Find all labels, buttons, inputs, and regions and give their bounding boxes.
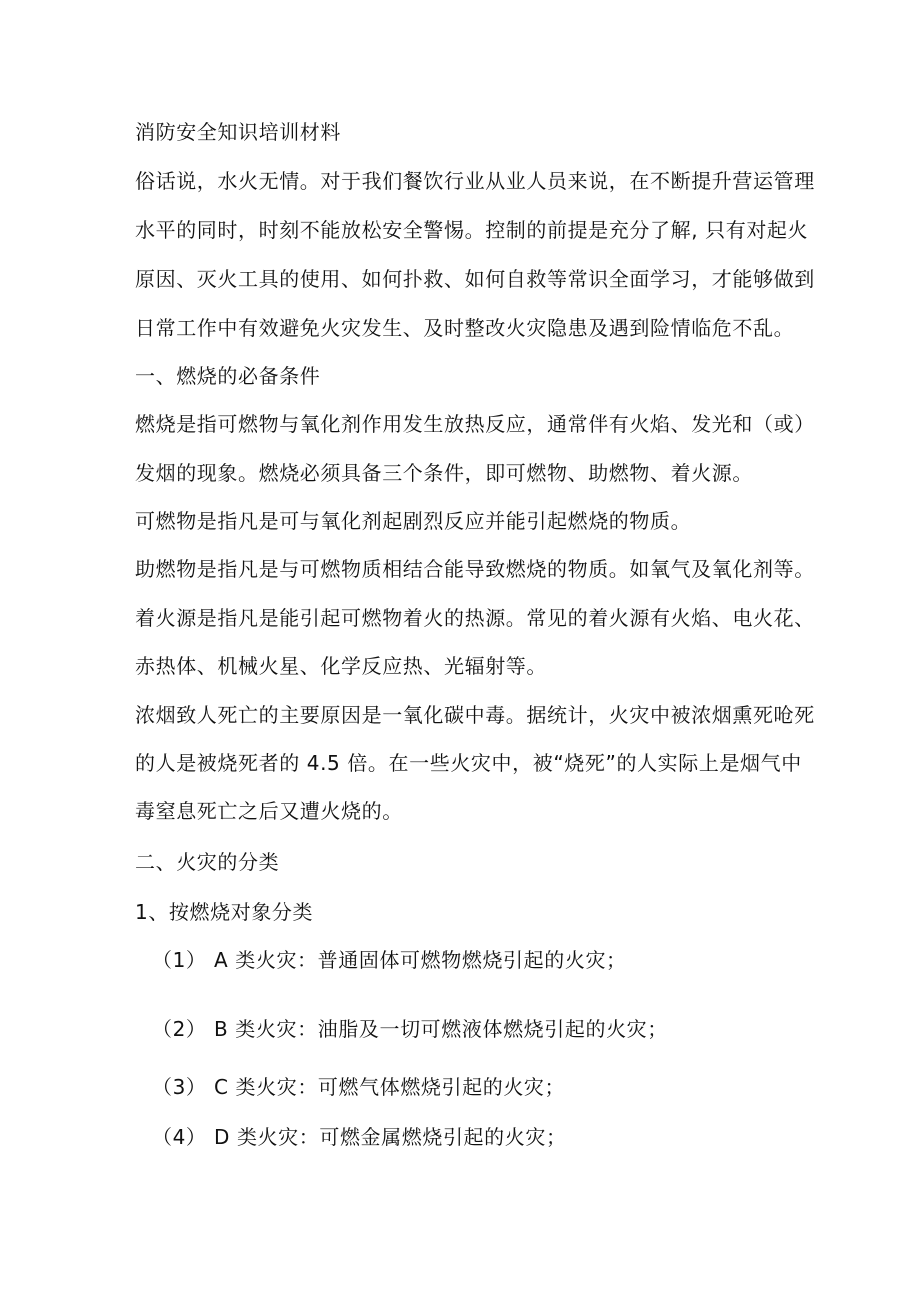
section-1-line-5: 着火源是指凡是能引起可燃物着火的热源。常见的着火源有火焰、电火花、 xyxy=(135,606,815,630)
intro-line-2: 水平的同时，时刻不能放松安全警惕。控制的前提是充分了解, 只有对起火 xyxy=(135,218,809,242)
fire-class-item xyxy=(152,1073,565,1101)
section-2-heading: 二、火灾的分类 xyxy=(135,850,280,874)
item-number: （1） xyxy=(152,948,207,972)
item-text: B 类火灾：油脂及一切可燃液体燃烧引起的火灾； xyxy=(214,1017,668,1041)
section-1-line-2: 发烟的现象。燃烧必须具备三个条件，即可燃物、助燃物、着火源。 xyxy=(135,461,753,485)
item-text: D 类火灾：可燃金属燃烧引起的火灾； xyxy=(214,1125,567,1149)
item-number: （4） xyxy=(152,1125,207,1149)
section-1-line-3: 可燃物是指凡是可与氧化剂起剧烈反应并能引起燃烧的物质。 xyxy=(135,509,692,533)
intro-line-4: 日常工作中有效避免火灾发生、及时整改火灾隐患及遇到险情临危不乱。 xyxy=(135,316,795,340)
section-1-line-8: 的人是被烧死者的 4.5 倍。在一些火灾中，被“烧死”的人实际上是烟气中 xyxy=(135,751,802,775)
section-1-line-9: 毒窒息死亡之后又遭火烧的。 xyxy=(135,799,403,823)
section-1-line-4: 助燃物是指凡是与可燃物质相结合能导致燃烧的物质。如氧气及氧化剂等。 xyxy=(135,557,815,581)
item-text: A 类火灾：普通固体可燃物燃烧引起的火灾； xyxy=(214,948,627,972)
section-1-line-7: 浓烟致人死亡的主要原因是一氧化碳中毒。据统计，火灾中被浓烟熏死呛死 xyxy=(135,703,815,727)
item-number: （3） xyxy=(152,1075,207,1099)
fire-class-item xyxy=(152,946,627,974)
section-1-line-1: 燃烧是指可燃物与氧化剂作用发生放热反应，通常伴有火焰、发光和（或） xyxy=(135,412,815,436)
section-2-subheading: 1、按燃烧对象分类 xyxy=(135,900,314,924)
intro-line-3: 原因、灭火工具的使用、如何扑救、如何自救等常识全面学习，才能够做到 xyxy=(135,267,815,291)
section-1-line-6: 赤热体、机械火星、化学反应热、光辐射等。 xyxy=(135,654,547,678)
section-1-heading: 一、燃烧的必备条件 xyxy=(135,364,321,388)
intro-line-1: 俗话说，水火无情。对于我们餐饮行业从业人员来说，在不断提升营运管理 xyxy=(135,169,815,193)
document-title: 消防安全知识培训材料 xyxy=(135,120,341,144)
fire-class-item xyxy=(152,1123,567,1151)
fire-class-item xyxy=(152,1015,668,1043)
item-text: C 类火灾：可燃气体燃烧引起的火灾； xyxy=(214,1075,566,1099)
item-number: （2） xyxy=(152,1017,207,1041)
